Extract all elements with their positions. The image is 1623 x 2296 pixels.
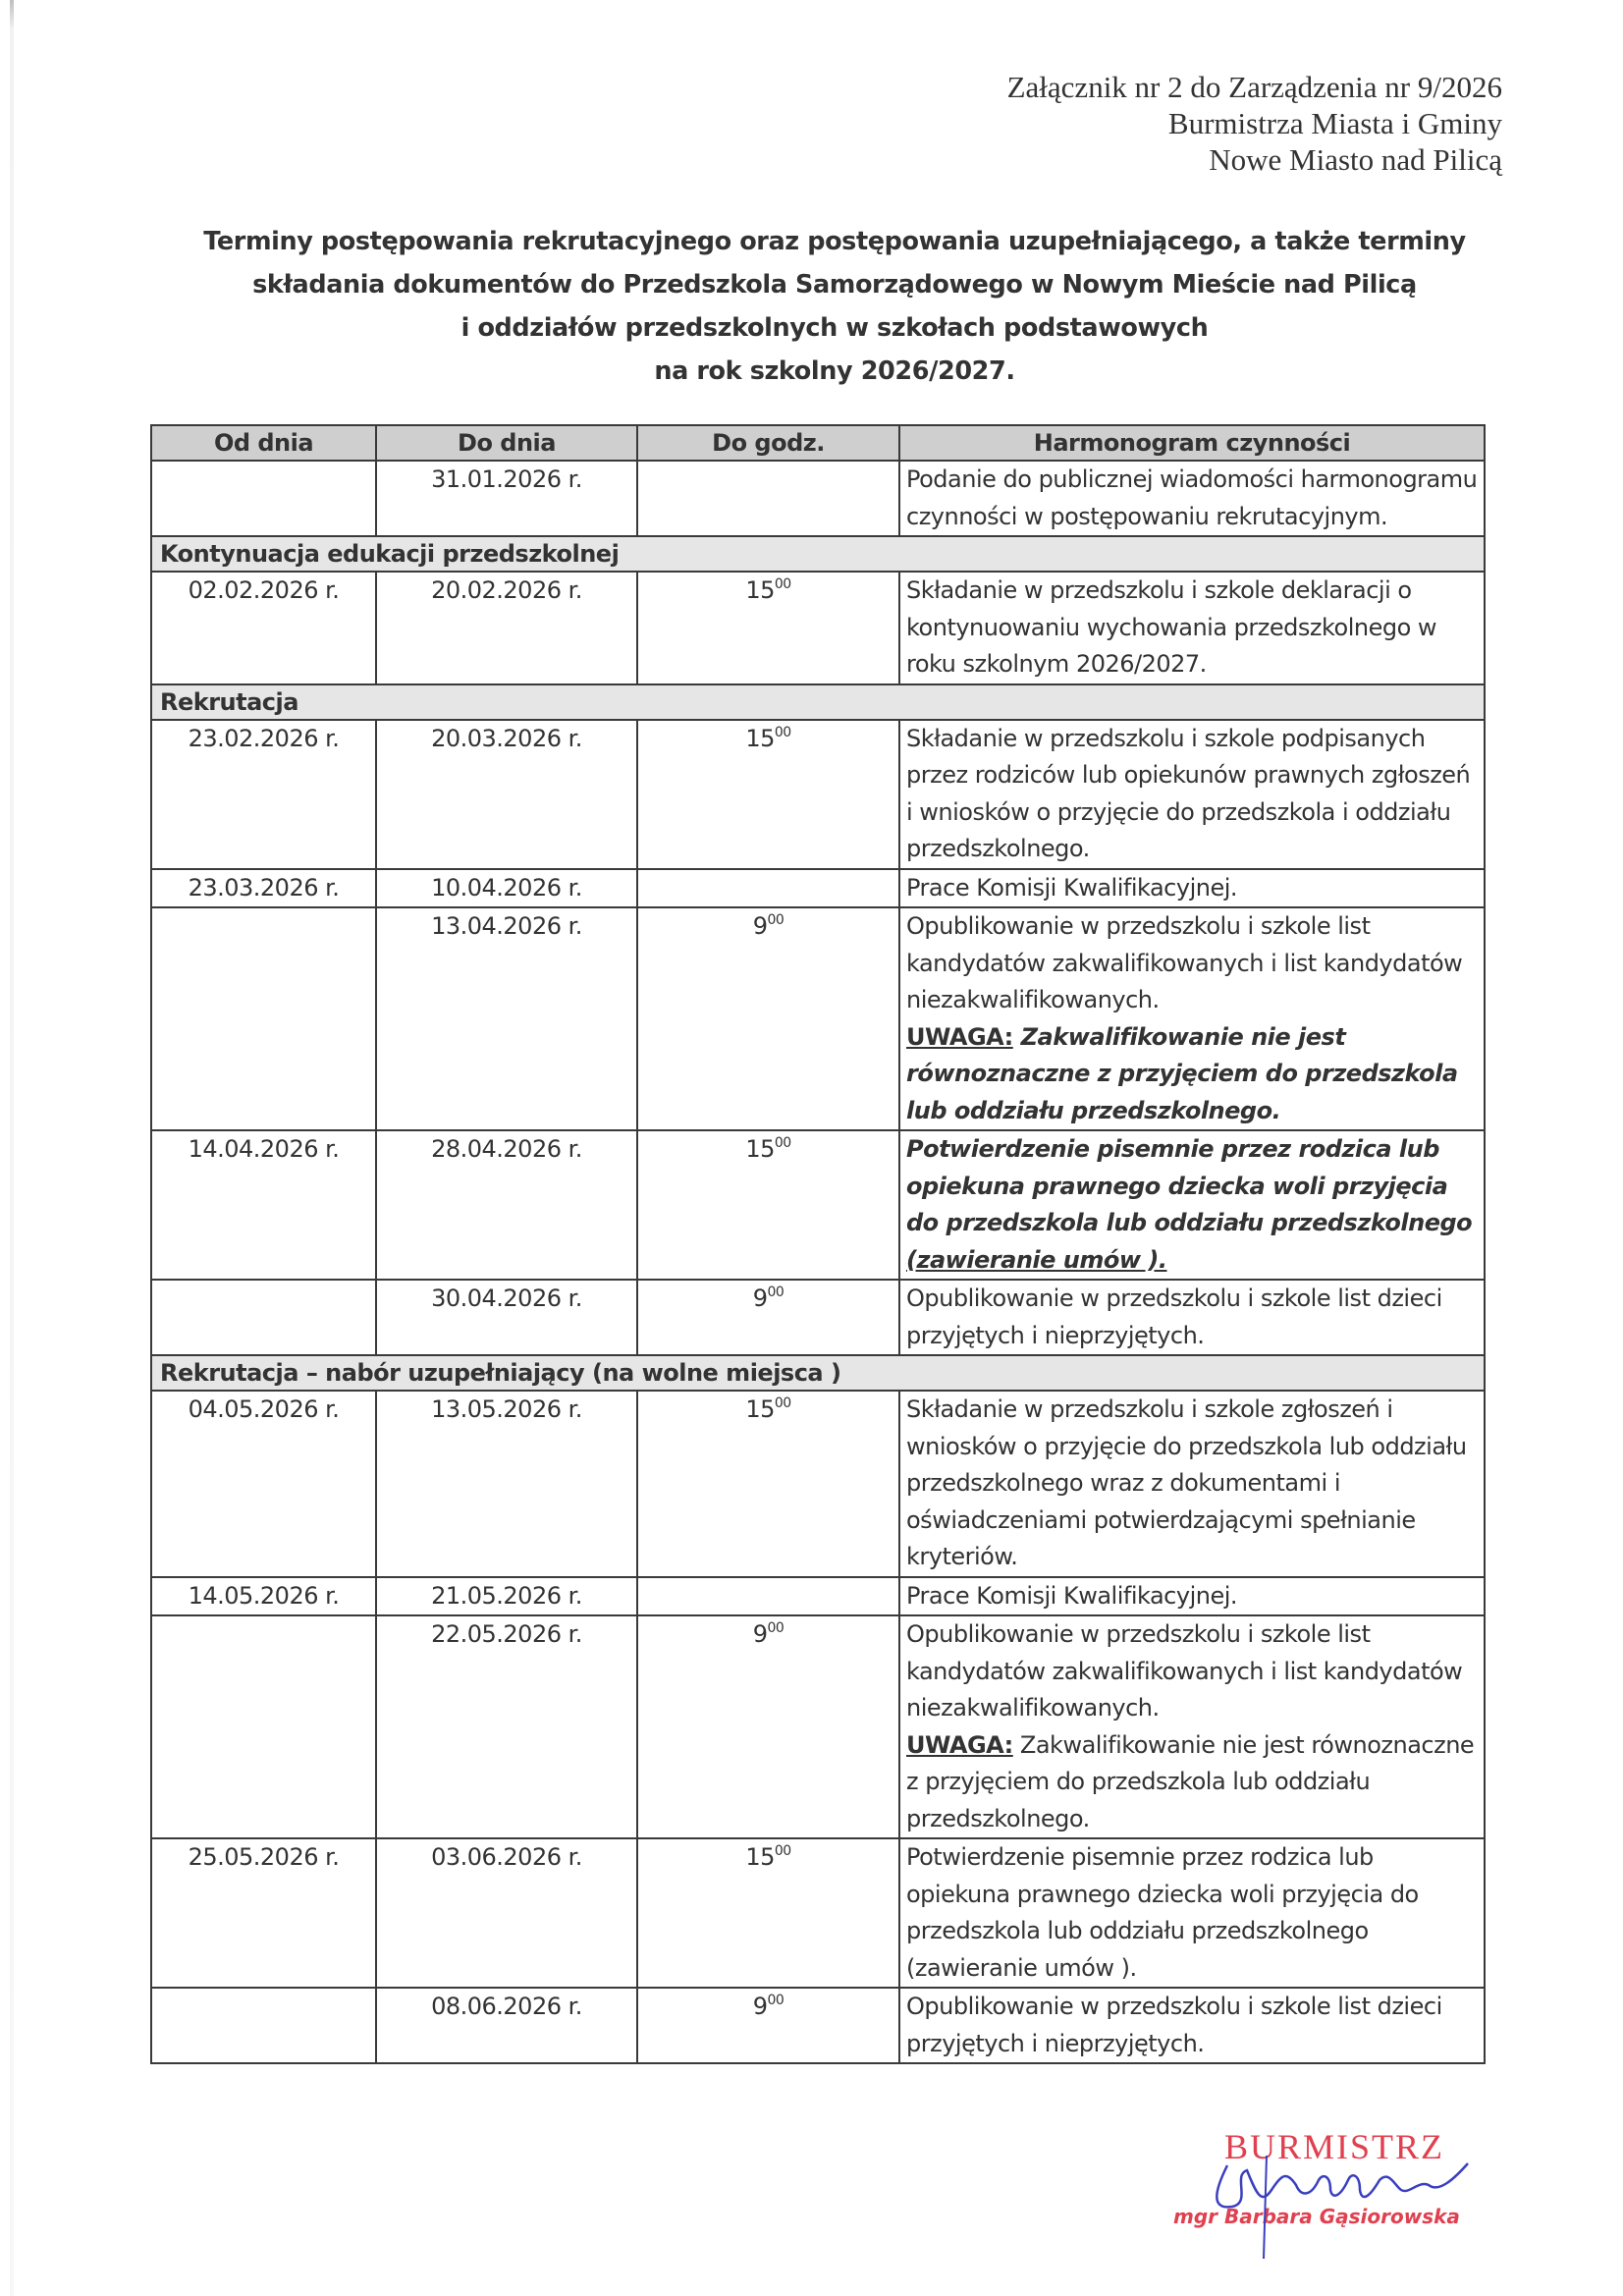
to-hour — [637, 1577, 899, 1616]
from-date: 14.05.2026 r. — [151, 1577, 376, 1616]
title-line: na rok szkolny 2026/2027. — [654, 356, 1015, 386]
schedule-table — [150, 424, 1486, 2064]
to-hour — [637, 869, 899, 908]
to-hour: $15^{00}$ — [637, 1391, 899, 1577]
to-date: 03.06.2026 r. — [376, 1838, 637, 1988]
to-date: 13.05.2026 r. — [376, 1391, 637, 1577]
table-row — [151, 461, 1485, 536]
header-to-date: Do dnia — [376, 425, 637, 461]
table-row — [151, 1280, 1485, 1355]
to-hour: $9^{00}$ — [637, 1988, 899, 2063]
to-hour: $9^{00}$ — [637, 907, 899, 1130]
title-line: Terminy postępowania rekrutacyjnego oraz postępowania uzupełniającego, a także terminy — [203, 227, 1466, 256]
to-hour: $9^{00}$ — [637, 1280, 899, 1355]
table-row — [151, 720, 1485, 869]
signature-icon — [1173, 2136, 1507, 2273]
to-date: 28.04.2026 r. — [376, 1130, 637, 1280]
activity-desc: Potwierdzenie pisemnie przez rodzica lub opiekuna prawnego dziecka woli przyjęcia do przedszkola lub oddziału przedszkolnego (zawieranie umów ). — [899, 1130, 1485, 1280]
table-row — [151, 1615, 1485, 1838]
to-hour: $9^{00}$ — [637, 1615, 899, 1838]
section-row — [151, 684, 1485, 720]
note-text: Zakwalifikowanie nie jest równoznaczne z przyjęciem do przedszkola lub oddziału przedszkolnego. — [906, 1022, 1458, 1124]
activity-desc: Prace Komisji Kwalifikacyjnej. — [899, 1577, 1485, 1616]
attachment-header — [1007, 69, 1502, 178]
activity-desc: Potwierdzenie pisemnie przez rodzica lub opiekuna prawnego dziecka woli przyjęcia do przedszkola lub oddziału przedszkolnego (zawieranie umów ). — [899, 1838, 1485, 1988]
activity-desc: Podanie do publicznej wiadomości harmonogramu czynności w postępowaniu rekrutacyjnym. — [899, 461, 1485, 536]
attachment-line: Załącznik nr 2 do Zarządzenia nr 9/2026 — [1006, 70, 1502, 104]
from-date — [151, 1988, 376, 2063]
table-row — [151, 869, 1485, 908]
table-row — [151, 1577, 1485, 1616]
from-date: 23.03.2026 r. — [151, 869, 376, 908]
from-date: 23.02.2026 r. — [151, 720, 376, 869]
activity-desc: Składanie w przedszkolu i szkole zgłoszeń i wniosków o przyjęcie do przedszkola lub oddziału przedszkolnego wraz z dokumentami i oświadczeniami potwierdzającymi spełnianie kryteriów. — [899, 1391, 1485, 1577]
table-row — [151, 1988, 1485, 2063]
note-label: UWAGA: — [906, 1022, 1013, 1051]
note-text: Zakwalifikowanie nie jest równoznaczne z przyjęciem do przedszkola lub oddziału przedszkolnego. — [906, 1730, 1475, 1832]
section-row — [151, 1355, 1485, 1391]
header-activity: Harmonogram czynności — [899, 425, 1485, 461]
from-date — [151, 907, 376, 1130]
scan-edge — [10, 0, 14, 2296]
to-hour — [637, 461, 899, 536]
table-row — [151, 1130, 1485, 1280]
to-date: 31.01.2026 r. — [376, 461, 637, 536]
to-hour: $15^{00}$ — [637, 572, 899, 684]
section-label: Kontynuacja edukacji przedszkolnej — [151, 536, 1485, 572]
to-date: 30.04.2026 r. — [376, 1280, 637, 1355]
table-row — [151, 572, 1485, 684]
to-hour: $15^{00}$ — [637, 1130, 899, 1280]
from-date — [151, 1615, 376, 1838]
section-label: Rekrutacja – nabór uzupełniający (na wolne miejsca ) — [151, 1355, 1485, 1391]
from-date — [151, 461, 376, 536]
stamp-role: BURMISTRZ — [1224, 2127, 1445, 2166]
activity-desc: Opublikowanie w przedszkolu i szkole list kandydatów zakwalifikowanych i list kandydatów niezakwalifikowanych. UWAGA: Zakwalifikowanie nie jest równoznaczne z przyjęciem do przedszkola lub oddziału przedszkolnego. — [899, 907, 1485, 1130]
table-row — [151, 1838, 1485, 1988]
from-date: 14.04.2026 r. — [151, 1130, 376, 1280]
to-date: 20.03.2026 r. — [376, 720, 637, 869]
to-hour: $15^{00}$ — [637, 720, 899, 869]
activity-desc: Opublikowanie w przedszkolu i szkole list dzieci przyjętych i nieprzyjętych. — [899, 1988, 1485, 2063]
activity-desc: Prace Komisji Kwalifikacyjnej. — [899, 869, 1485, 908]
to-date: 21.05.2026 r. — [376, 1577, 637, 1616]
table-row — [151, 1391, 1485, 1577]
to-date: 13.04.2026 r. — [376, 907, 637, 1130]
attachment-line: Nowe Miasto nad Pilicą — [1209, 142, 1502, 177]
to-date: 10.04.2026 r. — [376, 869, 637, 908]
to-date: 08.06.2026 r. — [376, 1988, 637, 2063]
to-date: 22.05.2026 r. — [376, 1615, 637, 1838]
activity-desc: Opublikowanie w przedszkolu i szkole list kandydatów zakwalifikowanych i list kandydatów niezakwalifikowanych. UWAGA: Zakwalifikowanie nie jest równoznaczne z przyjęciem do przedszkola lub oddziału przedszkolnego. — [899, 1615, 1485, 1838]
attachment-line: Burmistrza Miasta i Gminy — [1167, 106, 1502, 140]
to-date: 20.02.2026 r. — [376, 572, 637, 684]
section-row — [151, 536, 1485, 572]
stamp-name: mgr Barbara Gąsiorowska — [1173, 2205, 1460, 2228]
header-to-hour: Do godz. — [637, 425, 899, 461]
mayor-stamp — [1173, 2126, 1507, 2273]
from-date: 04.05.2026 r. — [151, 1391, 376, 1577]
table-row — [151, 907, 1485, 1130]
from-date: 02.02.2026 r. — [151, 572, 376, 684]
document-title — [147, 220, 1522, 393]
activity-desc: Składanie w przedszkolu i szkole podpisanych przez rodziców lub opiekunów prawnych zgłoszeń i wniosków o przyjęcie do przedszkola i oddziału przedszkolnego. — [899, 720, 1485, 869]
title-line: składania dokumentów do Przedszkola Samorządowego w Nowym Mieście nad Pilicą — [252, 270, 1417, 300]
from-date: 25.05.2026 r. — [151, 1838, 376, 1988]
table-header-row — [151, 425, 1485, 461]
title-line: i oddziałów przedszkolnych w szkołach podstawowych — [460, 313, 1209, 343]
activity-desc: Składanie w przedszkolu i szkole deklaracji o kontynuowaniu wychowania przedszkolnego w roku szkolnym 2026/2027. — [899, 572, 1485, 684]
to-hour: $15^{00}$ — [637, 1838, 899, 1988]
note-label: UWAGA: — [906, 1730, 1013, 1759]
activity-desc: Opublikowanie w przedszkolu i szkole list dzieci przyjętych i nieprzyjętych. — [899, 1280, 1485, 1355]
header-from-date: Od dnia — [151, 425, 376, 461]
section-label: Rekrutacja — [151, 684, 1485, 720]
from-date — [151, 1280, 376, 1355]
